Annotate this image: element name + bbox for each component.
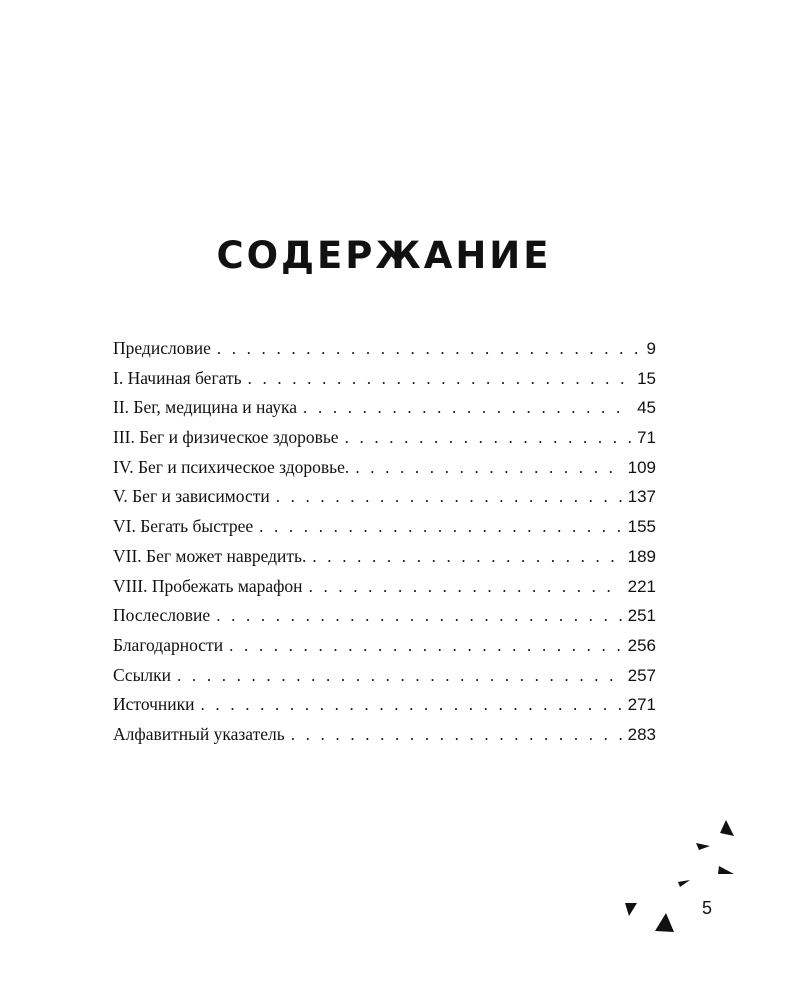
dot-leader	[303, 393, 631, 423]
table-of-contents	[113, 334, 656, 750]
toc-entry-preface[interactable]	[113, 334, 656, 364]
dot-leader	[216, 601, 621, 631]
toc-entry-page-number: 257	[627, 665, 656, 685]
dot-leader	[312, 542, 621, 572]
dot-leader	[177, 661, 622, 691]
toc-entry-label: Источники	[113, 694, 195, 715]
toc-entry-label: Ссылки	[113, 664, 172, 685]
toc-entry-page-number: 109	[627, 457, 656, 477]
toc-entry-label: II. Бег, медицина и наука	[113, 397, 298, 418]
dot-leader	[217, 334, 641, 364]
toc-entry-chapter-5[interactable]	[113, 482, 656, 512]
toc-entry-label: IV. Бег и психическое здоровье.	[113, 456, 350, 477]
toc-entry-chapter-1[interactable]	[113, 364, 656, 394]
toc-entry-page-number: 9	[646, 339, 656, 358]
toc-entry-label: VII. Бег может навредить.	[113, 545, 307, 566]
toc-entry-page-number: 71	[637, 428, 656, 448]
toc-entry-label: Предисловие	[113, 338, 211, 358]
dot-leader	[201, 690, 622, 720]
toc-entry-label: I. Начиная бегать	[113, 367, 242, 388]
toc-entry-label: Алфавитный указатель	[113, 723, 285, 744]
toc-entry-label: VIII. Пробежать марафон	[113, 575, 303, 596]
dot-leader	[248, 364, 632, 394]
triangle-shape	[718, 866, 734, 874]
toc-entry-sources[interactable]	[113, 690, 656, 720]
toc-entry-page-number: 271	[627, 695, 656, 715]
toc-entry-page-number: 15	[637, 368, 656, 388]
dot-leader	[229, 631, 622, 661]
toc-entry-page-number: 189	[627, 546, 656, 566]
toc-entry-label: III. Бег и физическое здоровье	[113, 427, 339, 448]
toc-entry-label: Послесловие	[113, 605, 211, 626]
toc-entry-chapter-3[interactable]	[113, 423, 656, 453]
toc-entry-afterword[interactable]	[113, 601, 656, 631]
toc-entry-chapter-6[interactable]	[113, 512, 656, 542]
triangle-shape	[678, 880, 690, 887]
toc-entry-page-number: 256	[627, 635, 656, 655]
toc-entry-page-number: 251	[627, 606, 656, 626]
scattered-triangles-icon	[600, 800, 760, 950]
toc-entry-label: Благодарности	[113, 634, 224, 655]
triangle-shape	[655, 913, 674, 932]
toc-entry-label: VI. Бегать быстрее	[113, 516, 254, 537]
dot-leader	[309, 572, 622, 602]
toc-entry-label: V. Бег и зависимости	[113, 486, 270, 507]
toc-entry-page-number: 45	[637, 398, 656, 418]
page-number: 5	[702, 898, 713, 918]
dot-leader	[355, 453, 621, 483]
dot-leader	[291, 720, 622, 750]
toc-entry-chapter-7[interactable]	[113, 542, 656, 572]
page-title: СОДЕРЖАНИЕ	[216, 234, 552, 277]
dot-leader	[345, 423, 632, 453]
toc-entry-page-number: 137	[627, 487, 656, 507]
toc-entry-chapter-2[interactable]	[113, 393, 656, 423]
dot-leader	[259, 512, 622, 542]
toc-entry-acknowledgements[interactable]	[113, 631, 656, 661]
triangle-shape	[696, 843, 710, 850]
toc-entry-references[interactable]	[113, 661, 656, 691]
triangle-shape	[625, 903, 637, 916]
dot-leader	[276, 482, 622, 512]
toc-entry-page-number: 221	[627, 576, 656, 596]
toc-entry-chapter-4[interactable]	[113, 453, 656, 483]
toc-entry-chapter-8[interactable]	[113, 572, 656, 602]
toc-entry-page-number: 155	[627, 517, 656, 537]
toc-entry-index[interactable]	[113, 720, 656, 750]
toc-entry-page-number: 283	[627, 724, 656, 744]
triangle-shape	[720, 820, 734, 836]
